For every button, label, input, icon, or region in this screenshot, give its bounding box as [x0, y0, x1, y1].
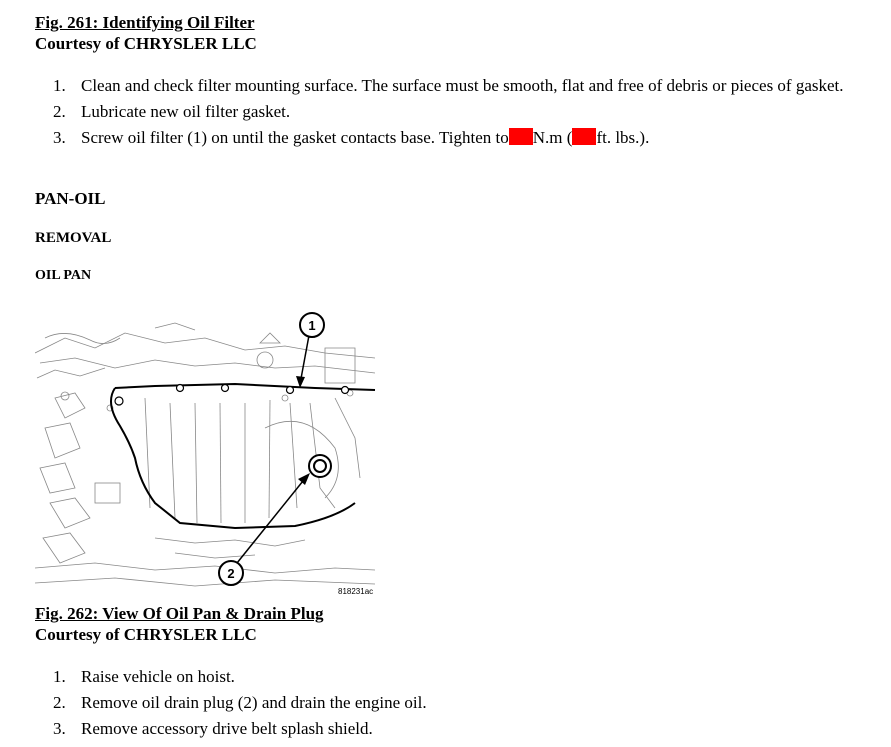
step-text-unit: ft. lbs.).: [596, 128, 650, 147]
redaction-box: [509, 128, 533, 145]
list-item: [0, 127, 860, 148]
fig-261-courtesy: Courtesy of CHRYSLER LLC: [35, 34, 257, 53]
list-item: [0, 692, 860, 713]
fig-261-title: Fig. 261: Identifying Oil Filter: [35, 13, 255, 32]
list-item: [0, 666, 860, 687]
oil-pan-illustration: [35, 308, 380, 601]
redaction-box: [572, 128, 596, 145]
step-number: 2.: [53, 102, 66, 121]
step-number: 3.: [53, 128, 66, 147]
step-text: Screw oil filter (1) on until the gasket contacts base. Tighten to: [81, 128, 509, 147]
step-text: Remove accessory drive belt splash shield.: [81, 719, 373, 738]
step-number: 2.: [53, 693, 66, 712]
callout-2-label: 2: [227, 566, 235, 581]
list-item: [0, 718, 860, 739]
oil-pan-diagram: [35, 308, 380, 601]
step-text: Lubricate new oil filter gasket.: [81, 102, 291, 121]
step-number: 1.: [53, 667, 66, 686]
heading-removal: REMOVAL: [35, 230, 112, 246]
removal-steps-list: [0, 666, 860, 739]
step-text-unit: N.m (: [532, 128, 573, 147]
step-text: Clean and check filter mounting surface. The surface must be smooth, flat and free of debris or pieces of gasket.: [81, 76, 844, 95]
list-item: [0, 101, 860, 122]
heading-oil-pan: OIL PAN: [35, 268, 92, 283]
step-text: Raise vehicle on hoist.: [81, 667, 235, 686]
step-number: 1.: [53, 76, 66, 95]
list-item: [0, 75, 860, 96]
figure-code: 818231ac: [338, 587, 374, 596]
step-text: Remove oil drain plug (2) and drain the engine oil.: [81, 693, 427, 712]
filter-steps-list: [0, 75, 860, 148]
step-number: 3.: [53, 719, 66, 738]
fig-262-title: Fig. 262: View Of Oil Pan & Drain Plug: [35, 604, 324, 623]
heading-pan-oil: PAN-OIL: [35, 189, 106, 208]
fig-262-courtesy: Courtesy of CHRYSLER LLC: [35, 625, 257, 644]
callout-1-label: 1: [308, 318, 316, 333]
